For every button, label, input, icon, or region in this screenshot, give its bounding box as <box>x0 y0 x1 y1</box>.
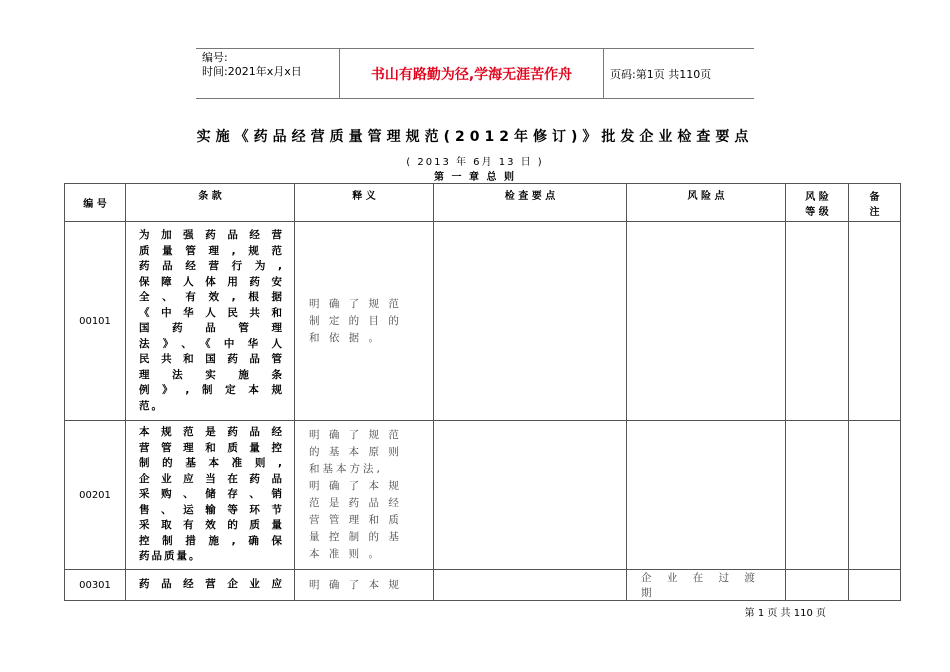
row-code: 00101 <box>65 222 126 421</box>
header-clause: 条 款 <box>126 184 295 222</box>
clause-line: 采购、储存、销 <box>139 488 284 501</box>
explanation-line: 的 基 本 原 则 <box>309 446 402 458</box>
clause-line: 质量管理,规范 <box>139 244 284 257</box>
header-risk-level-line1: 风 险 <box>805 191 829 203</box>
row-check-points <box>434 570 627 601</box>
page-footer: 第 1 页 共 110 页 <box>744 608 826 619</box>
clause-line: 售、运输等环节 <box>139 503 284 516</box>
clause-line-last: 药品质量。 <box>139 550 202 563</box>
clause-line: 企业应当在药品 <box>139 472 284 485</box>
explanation-line: 和 依 据 。 <box>309 331 383 344</box>
table-row <box>65 421 901 570</box>
explanation-line: 制 定 的 目 的 <box>309 314 402 327</box>
header-remark <box>849 184 901 222</box>
row-risk: 企 业 在 过 渡 期 <box>627 570 786 601</box>
header-remark-line2: 注 <box>869 206 880 218</box>
row-remark <box>849 421 901 570</box>
clause-line: 保障人体用药安 <box>139 275 284 288</box>
clause-line: 为加强药品经营 <box>139 229 284 241</box>
clause-line: 例》,制定本规 <box>139 384 284 396</box>
document-date: ( 2013 年 6月 13 日 ) <box>406 157 544 168</box>
clause-line: 营管理和质量控 <box>139 441 284 454</box>
clause-line: 制的基本准则, <box>139 457 284 470</box>
clause-line: 国 药 品 管 理 <box>139 322 284 334</box>
row-remark <box>849 222 901 421</box>
row-clause <box>126 570 295 601</box>
table-header-row <box>65 184 901 222</box>
page-label: 页码:第1页 共110页 <box>610 67 712 81</box>
header-risk-level <box>786 184 849 222</box>
row-risk-level <box>786 570 849 601</box>
row-explanation <box>295 421 434 570</box>
row-risk-level <box>786 421 849 570</box>
header-remark-line1: 备 <box>869 191 880 203</box>
time-label: 时间:2021年x月x日 <box>202 65 302 78</box>
table-row <box>65 570 901 601</box>
clause-line: 理 法 实 施 条 <box>139 368 284 381</box>
header-risk: 风 险 点 <box>627 184 786 222</box>
explanation-line: 明 确 了 本 规 <box>309 578 402 591</box>
clause-line: 本规范是药品经 <box>139 426 284 439</box>
explanation-line: 营 管 理 和 质 <box>309 514 402 526</box>
number-label: 编号: <box>202 51 228 64</box>
clause-line: 采取有效的质量 <box>139 519 284 532</box>
clause-line: 全、有效,根据 <box>139 291 284 303</box>
row-explanation <box>295 570 434 601</box>
row-risk <box>627 421 786 570</box>
row-check-points <box>434 222 627 421</box>
header-meta <box>202 51 302 79</box>
explanation-line: 范 是 药 品 经 <box>309 497 402 509</box>
row-remark <box>849 570 901 601</box>
chapter-heading: 第 一 章 总 则 <box>434 172 516 183</box>
page-header <box>196 48 754 99</box>
row-risk <box>627 222 786 421</box>
row-risk-level <box>786 222 849 421</box>
clause-line: 药品经营企业应 <box>139 578 284 591</box>
row-code: 00201 <box>65 421 126 570</box>
row-clause <box>126 222 295 421</box>
explanation-line: 量 控 制 的 基 <box>309 531 402 543</box>
explanation-line: 本 准 则 。 <box>309 548 383 560</box>
header-check-points: 检 查 要 点 <box>434 184 627 222</box>
clause-line: 民共和国药品管 <box>139 353 284 365</box>
clause-line: 法》、《中华人 <box>139 337 284 350</box>
inspection-table <box>64 183 901 601</box>
header-risk-level-line2: 等 级 <box>805 206 829 218</box>
row-code: 00301 <box>65 570 126 601</box>
row-clause <box>126 421 295 570</box>
row-explanation <box>295 222 434 421</box>
table-row <box>65 222 901 421</box>
explanation-line: 明 确 了 规 范 <box>309 429 402 441</box>
clause-line: 药品经营行为, <box>139 260 284 272</box>
explanation-line: 和基本方法, <box>309 463 383 475</box>
header-explanation: 释 义 <box>295 184 434 222</box>
clause-line-last: 范。 <box>139 399 164 412</box>
explanation-line: 明 确 了 规 范 <box>309 297 402 310</box>
header-code: 编 号 <box>65 184 126 222</box>
document-title: 实施《药品经营质量管理规范(2012年修订)》批发企业检查要点 <box>196 129 754 145</box>
clause-line: 控制措施,确保 <box>139 534 284 547</box>
row-check-points <box>434 421 627 570</box>
explanation-line: 明 确 了 本 规 <box>309 480 402 492</box>
clause-line: 《中华人民共和 <box>139 306 284 319</box>
motto: 书山有路勤为径,学海无涯苦作舟 <box>339 49 604 98</box>
